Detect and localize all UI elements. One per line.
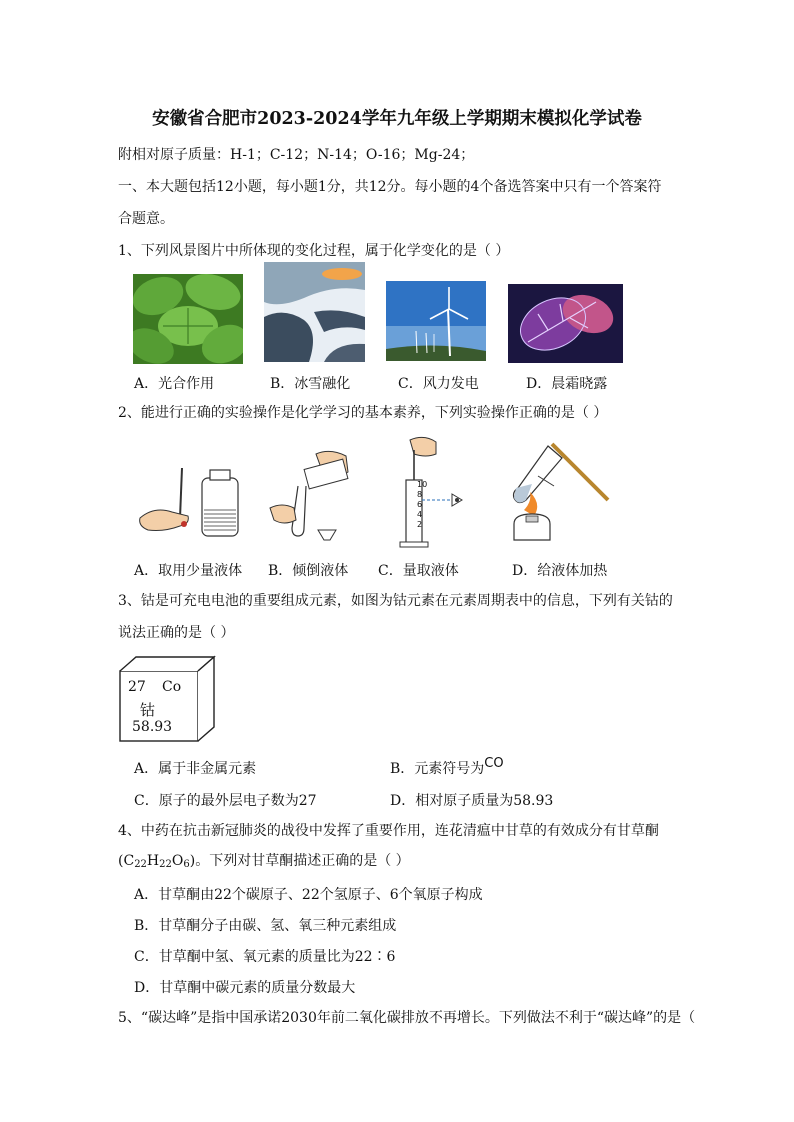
- element-atomic-mass: 58.93: [132, 719, 173, 735]
- q3-option-a: A．属于非金属元素: [134, 761, 257, 777]
- element-symbol: Co: [162, 679, 182, 695]
- q1-stem: 1、下列风景图片中所体现的变化过程，属于化学变化的是（ ）: [118, 243, 510, 259]
- q3-option-b-symbol: CO: [484, 756, 504, 771]
- q1-photo-leaves: [133, 274, 243, 364]
- q1-option-a: A．光合作用: [134, 376, 215, 392]
- periodic-table-cell: [118, 655, 218, 743]
- q1-photo-frost-leaf: [508, 284, 623, 363]
- q2-figure-graduated-cylinder: [396, 436, 476, 550]
- formula-c-count: 22: [134, 859, 147, 870]
- q4-option-d: D．甘草酮中碳元素的质量分数最大: [134, 980, 356, 996]
- q3-option-b: [390, 758, 504, 778]
- q4-option-b: B．甘草酮分子由碳、氢、氧三种元素组成: [134, 918, 397, 934]
- q1-option-b: B．冰雪融化: [270, 376, 351, 392]
- formula-o: O: [171, 853, 184, 869]
- q3-option-c: C．原子的最外层电子数为27: [134, 793, 317, 809]
- q4-option-a: A．甘草酮由22个碳原子、22个氢原子、6个氧原子构成: [134, 887, 483, 903]
- cylinder-tick-10: 10: [417, 480, 428, 489]
- q2-figure-heating: [502, 440, 612, 550]
- q4-stem-line2: $(C_{22}H_{22}O_6)$。下列对甘草酮描述正确的是（ ）: [118, 853, 410, 870]
- section1-instructions-line2: 合题意。: [118, 211, 174, 227]
- q2-stem: 2、能进行正确的实验操作是化学学习的基本素养，下列实验操作正确的是（ ）: [118, 405, 608, 421]
- q3-stem-line1: 3、钴是可充电电池的重要组成元素，如图为钴元素在元素周期表中的信息，下列有关钴的: [118, 593, 673, 609]
- section1-instructions-line1: 一、本大题包括12小题，每小题1分，共12分。每小题的4个备选答案中只有一个答案符: [118, 179, 662, 195]
- formula-o-count: 6: [183, 859, 190, 870]
- q4-stem-line1: 4、中药在抗击新冠肺炎的战役中发挥了重要作用，连花清瘟中甘草的有效成分有甘草酮: [118, 823, 659, 839]
- element-name: 钴: [140, 701, 156, 719]
- q3-option-b-prefix: B．元素符号为: [390, 761, 485, 777]
- page-title: 安徽省合肥市2023-2024学年九年级上学期期末模拟化学试卷: [152, 109, 642, 129]
- cylinder-tick-6: 6: [417, 500, 423, 509]
- formula-h-count: 22: [159, 859, 172, 870]
- q4-stem-suffix: 。下列对甘草酮描述正确的是（ ）: [195, 853, 410, 869]
- q2-option-a: A．取用少量液体: [134, 563, 243, 579]
- q2-option-c: C．量取液体: [378, 563, 459, 579]
- formula-c: C: [123, 853, 135, 869]
- cylinder-tick-2: 2: [417, 520, 423, 529]
- cylinder-tick-8: 8: [417, 490, 423, 499]
- atomic-masses-note: 附相对原子质量：H-1；C-12；N-14；O-16；Mg-24；: [118, 147, 475, 163]
- formula-h: H: [146, 853, 160, 869]
- q4-option-c: C．甘草酮中氢、氧元素的质量比为22∶6: [134, 949, 396, 965]
- q5-stem: 5、“碳达峰”是指中国承诺2030年前二氧化碳排放不再增长。下列做法不利于“碳达峰”的是（: [118, 1010, 696, 1026]
- q1-option-d: D．晨霜晓露: [526, 376, 608, 392]
- q1-photo-wind-turbines: [386, 281, 486, 361]
- q2-option-b: B．倾倒液体: [268, 563, 349, 579]
- q3-option-d: D．相对原子质量为58.93: [390, 793, 554, 809]
- q1-photo-melting-snow: [264, 262, 365, 362]
- q2-figure-pouring: [266, 446, 356, 542]
- element-atomic-number: 27: [128, 679, 146, 695]
- cylinder-tick-4: 4: [417, 510, 423, 519]
- q1-option-c: C．风力发电: [398, 376, 479, 392]
- q2-figure-dropper: [134, 466, 244, 546]
- q2-option-d: D．给液体加热: [512, 563, 608, 579]
- q3-stem-line2: 说法正确的是（ ）: [118, 625, 235, 641]
